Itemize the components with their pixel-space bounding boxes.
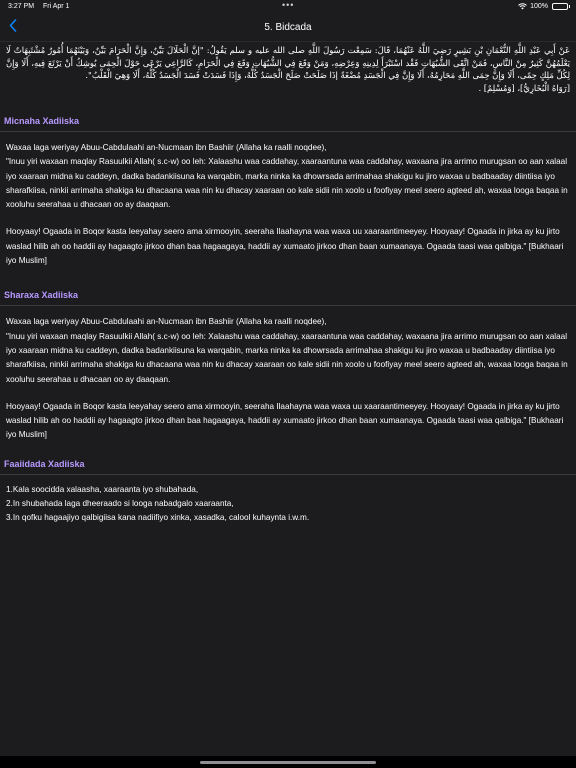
battery-percent: 100% [530,3,548,10]
section-header-micnaha: Micnaha Xadiiska [0,110,576,132]
chevron-left-icon [9,19,17,37]
arabic-source: [رَوَاهُ الْبُخَارِيُّ]، [وَمُسْلِمٌ] . [478,82,570,93]
arabic-hadith-text: عَنْ أَبِي عَبْدِ اللَّهِ النُّعْمَانِ بْنِ بَشِيرٍ رَضِيَ اللَّهُ عَنْهُمَا، قَالَ: سَمِعْت رَسُولَ اللَّهِ صلى الله عليه و سلم يَقُولُ: "إنَّ الْحَلَالَ بَيِّنٌ، وَإِنَّ الْحَرَامَ بَيِّنٌ، وَبَيْنَهُمَا أُمُورٌ مُشْتَبِهَاتٌ لَا يَعْلَمُهُنَّ كَثِيرٌ مِنْ النَّاسِ، فَمَنْ اتَّقَى الشُّبُهَاتِ فَقْد اسْتَبْرَأَ لِدِينِهِ وَعِرْضِهِ، وَمَنْ وَقَعَ فِي الشُّبُهَاتِ وَقَعَ فِي الْحَرَامِ، كَالرَّاعِي يَرْعَى حَوْلَ الْحِمَى يُوشِكُ أَنْ يَرْتَعَ فِيهِ، أَلَا وَإِنَّ لِكُلِّ مَلِكٍ حِمًى، أَلَا وَإِنَّ حِمَى اللَّهِ مَحَارِمُهُ، أَلَا وَإِنَّ فِي الْجَسَدِ مُضْغَةً إذَا صَلَحَتْ صَلَحَ الْجَسَدُ كُلُّهُ، وَإِذَا فَسَدَتْ فَسَدَ الْجَسَدُ كُلُّهُ، أَلَا وَهِيَ الْقَلْبُ". [6,45,570,80]
arabic-hadith [0,42,576,94]
section-header-sharaxa: Sharaxa Xadiiska [0,284,576,306]
hadith-content[interactable] [0,42,576,756]
bottom-area [0,756,576,768]
section-body-sharaxa [0,306,576,442]
section-body-faaiidada [0,475,576,526]
wifi-icon [518,3,526,10]
paragraph: "Inuu yiri waxaan maqlay Rasuulkii Allah( s.c-w) oo leh: Xalaashu waa caddahay, xaaraantuna waa caddahay, waxaana jira arrimo murugsan oo aan xalaal iyo xaaraan midna ku caddeyn, dadka badankiisuna ka warqabin, marka ninka ka dhowrsada arrimahaa shakigu ku jiro waxaa u badbaaday diintiisa iyo sharafkiisa, ninkii arrimaha shakiga ku dhacaana waa nin ku dhacay xaaraan oo kale sidii nin xoolo u foofiyay meel seero agteed ah, waxaa looga baqaa in xooluhu seerahaa u dhacaan oo ay daaqaan. [6,331,568,384]
section-body-micnaha [0,132,576,268]
back-button[interactable] [4,18,22,38]
section-header-faaiidada: Faaiidada Xadiiska [0,453,576,475]
status-time: 3:27 PM [8,3,35,10]
paragraph: Hooyaay! Ogaada in Boqor kasta leeyahay seero ama xirmooyin, seeraha Ilaahayna waa waxa uu xaaraantimeeyey. Hooyaay! Ogaada in jirka ay ku jirto waslad hilib ah oo haddii ay hagaagto jirkoo dhan baa hagaagaya, haddii ay xumaato jirkoo dhan baan xumaanaya. Ogaada taasi waa qalbiga." [Bukhaari iyo Muslim] [6,227,564,266]
list-item: 1.Kala soocidda xalaasha, xaaraanta iyo shubahada, [6,484,199,494]
list-item: 2.In shubahada laga dheeraado si looga nabadgalo xaaraanta, [6,499,234,509]
status-date: Fri Apr 1 [43,3,70,10]
list-item: 3.In qofku hagaajiyo qalbigiisa kana nadiifiyo xinka, xasadka, calool kuhaynta i.w.m. [6,513,310,523]
multitasking-dots[interactable]: ••• [282,0,295,10]
paragraph: Waxaa laga weriyay Abuu-Cabdulaahi an-Nucmaan ibn Bashiir (Allaha ka raalli noqdee), [6,317,327,327]
home-indicator[interactable] [200,761,376,764]
page-title: 5. Bidcada [264,22,312,33]
battery-icon [552,3,568,10]
navigation-bar [0,14,576,42]
paragraph: Hooyaay! Ogaada in Boqor kasta leeyahay seero ama xirmooyin, seeraha Ilaahayna waa waxa uu xaaraantimeeyey. Hooyaay! Ogaada in jirka ay ku jirto waslad hilib ah oo haddii ay hagaagto jirkoo dhan baa hagaagaya, haddii ay xumaato jirkoo dhan baan xumaanaya. Ogaada taasi waa qalbiga." [Bukhaari iyo Muslim] [6,401,564,440]
status-indicators [518,3,568,10]
paragraph: Waxaa laga weriyay Abuu-Cabdulaahi an-Nucmaan ibn Bashiir (Allaha ka raalli noqdee), [6,143,327,152]
status-bar [0,0,576,14]
paragraph: "Inuu yiri waxaan maqlay Rasuulkii Allah( s.c-w) oo leh: Xalaashu waa caddahay, xaaraantuna waa caddahay, waxaana jira arrimo murugsan oo aan xalaal iyo xaaraan midna ku caddeyn, dadka badankiisuna ka warqabin, marka ninka ka dhowrsada arrimahaa shakigu ku jiro waxaa u badbaaday diintiisa iyo sharafkiisa, ninkii arrimaha shakiga ku dhacaana waa nin ku dhacay xaaraan oo kale sidii nin xoolo u foofiyay meel seero agteed ah, waxaa looga baqaa in xooluhu seerahaa u dhacaan oo ay daaqaan. [6,157,568,210]
